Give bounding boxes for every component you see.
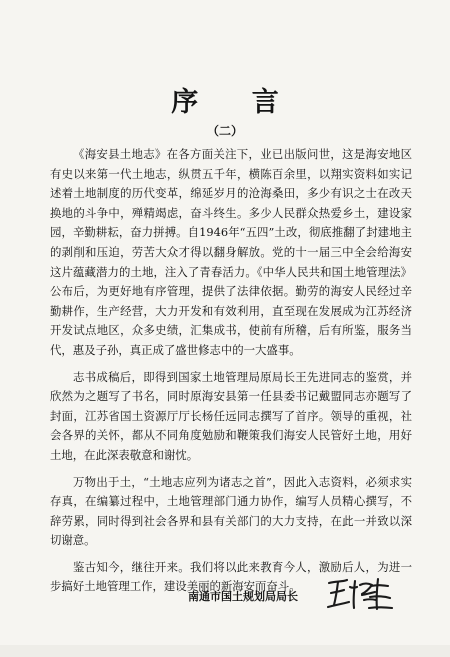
- paragraph-1: 《海安县土地志》在各方面关注下，业已出版问世，这是海安地区有史以来第一代土地志，纵贯五千年，横陈百余里，以翔实资料如实记述着土地制度的历代变革，绵延岁月的沧海桑田，多少有识之士在改天换地的斗争中，殚精竭虑，奋斗终生。多少人民群众热爱乡土，建设家园，辛勤耕耘，奋力拼搏。自1946年“五四”土改，彻底推翻了封建地主的剥削和压迫，劳苦大众才得以翻身解放。党的十一届三中全会给海安这片蕴藏潜力的土地，注入了青春活力。《中华人民共和国土地管理法》公布后，为更好地有序管理，提供了法律依据。勤劳的海安人民经过辛勤耕作，生产经营，大力开发和有效利用，直至现在发展成为江苏经济开发试点地区，众多史绩，汇集成书，使前有所稽，后有所鉴，服务当代，惠及子孙，真正成了盛世修志中的一大盛事。: [50, 147, 412, 357]
- page-bottom-edge: [0, 645, 450, 657]
- page-title: 序 言: [171, 87, 301, 118]
- paragraph-4: 鉴古知今，继往开来。我们将以此来教育今人，激励后人，为进一步搞好土地管理工作，建设美丽的新海安而奋斗。: [50, 559, 412, 594]
- preface-body: [50, 145, 412, 604]
- section-number: （二）: [206, 124, 243, 138]
- author-title: 南通市国土规划局局长: [188, 590, 298, 603]
- paragraph-3: 万物出于土，“土地志应列为诸志之首”，因此入志资料，必须求实存真，在编纂过程中，土地管理部门通力协作，编写人员精心撰写，不辞劳累，同时得到社会各界和县有关部门的大力支持，在此一并致以深切谢意。: [50, 474, 412, 548]
- paragraph-2: 志书成稿后，即得到国家土地管理局原局长王先进同志的鉴赏，并欣然为之题写了书名，同时原海安县第一任县委书记戴盟同志亦题写了封面，江苏省国土资源厅厅长杨任远同志撰写了首序。领导的重视，社会各界的关怀，都从不同角度勉励和鞭策我们海安人民管好土地，用好土地，在此深表敬意和谢忱。: [50, 369, 412, 462]
- handwritten-signature: [326, 574, 394, 614]
